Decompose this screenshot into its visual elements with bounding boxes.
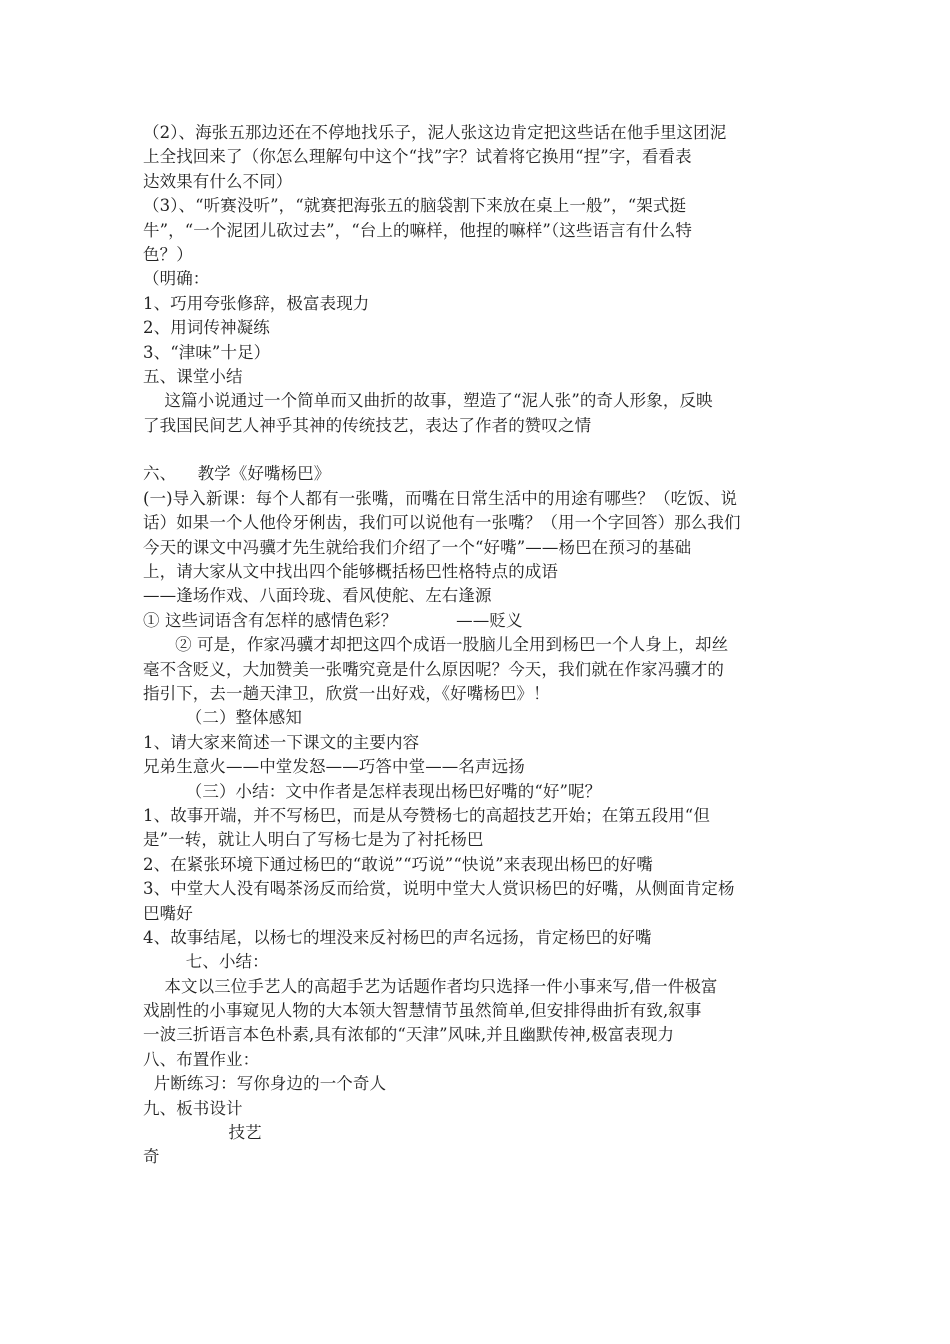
text-line: （三）小结：文中作者是怎样表现出杨巴好嘴的“好”呢？ (143, 781, 602, 801)
text-line: 2、用词传神凝练 (143, 318, 270, 338)
text-line: 指引下，去一趟天津卫，欣赏一出好戏，《好嘴杨巴》！ (143, 683, 550, 703)
text-line: 本文以三位手艺人的高超手艺为话题作者均只选择一件小事来写,借一件极富 (143, 976, 718, 996)
text-line: 技艺 (143, 1123, 262, 1143)
text-line: 今天的课文中冯骥才先生就给我们介绍了一个“好嘴”——杨巴在预习的基础 (143, 537, 692, 557)
text-line: 是”一转，就让人明白了写杨七是为了衬托杨巴 (143, 830, 484, 850)
text-line: 奇 (143, 1147, 160, 1167)
text-line: 3、“津味”十足） (143, 342, 271, 362)
text-line: 4、故事结尾，以杨七的埋没来反衬杨巴的声名远扬，肯定杨巴的好嘴 (143, 927, 652, 947)
text-line: 上全找回来了（你怎么理解句中这个“找”字？试着将它换用“捏”字，看看表 (143, 147, 692, 167)
text-line: 这篇小说通过一个简单而又曲折的故事，塑造了“泥人张”的奇人形象，反映 (143, 391, 713, 411)
text-line: 上，请大家从文中找出四个能够概括杨巴性格特点的成语 (143, 562, 558, 582)
text-line: 九、板书设计 (143, 1098, 243, 1118)
text-line: 五、课堂小结 (143, 366, 243, 386)
text-line: ② 可是，作家冯骥才却把这四个成语一股脑儿全用到杨巴一个人身上，却丝 (143, 635, 729, 655)
text-line: （二）整体感知 (143, 708, 302, 728)
document-body (143, 121, 813, 1170)
text-line: （3）、“听赛没听”，“就赛把海张五的脑袋割下来放在桌上一般”，“架式挺 (143, 196, 687, 216)
text-line: 2、在紧张环境下通过杨巴的“敢说”“巧说”“快说”来表现出杨巴的好嘴 (143, 854, 654, 874)
text-line: （2）、海张五那边还在不停地找乐子，泥人张这边肯定把这些话在他手里这团泥 (143, 123, 727, 142)
text-line: (一)导入新课：每个人都有一张嘴，而嘴在日常生活中的用途有哪些？（吃饭、说 (143, 488, 738, 508)
text-line: 话）如果一个人他伶牙俐齿，我们可以说他有一张嘴？（用一个字回答）那么我们 (143, 513, 741, 533)
text-line: 1、巧用夸张修辞，极富表现力 (143, 293, 370, 313)
text-line: ——逢场作戏、八面玲珑、看风使舵、左右逢源 (143, 586, 492, 606)
text-line: 牛”，“一个泥团儿砍过去”，“台上的嘛样，他捏的嘛样”（这些语言有什么特 (143, 220, 693, 240)
text-line: 毫不含贬义，大加赞美一张嘴究竟是什么原因呢？今天，我们就在作家冯骥才的 (143, 659, 724, 679)
text-line: 六、 教学《好嘴杨巴》 (143, 464, 331, 484)
text-line: 戏剧性的小事窥见人物的大本领大智慧情节虽然简单,但安排得曲折有致,叙事 (143, 1001, 702, 1021)
text-line: 达效果有什么不同） (143, 171, 293, 191)
text-line: 片断练习：写你身边的一个奇人 (143, 1074, 387, 1094)
blank-line (143, 438, 813, 462)
text-line: 色？） (143, 244, 193, 264)
text-line: 巴嘴好 (143, 903, 193, 923)
text-line: 兄弟生意火——中堂发怒——巧答中堂——名声远扬 (143, 757, 525, 777)
text-line: ① 这些词语含有怎样的感情色彩？ ——贬义 (143, 610, 523, 630)
text-line: 3、中堂大人没有喝茶汤反而给赏，说明中堂大人赏识杨巴的好嘴，从侧面肯定杨 (143, 879, 735, 899)
text-line: 1、故事开端，并不写杨巴，而是从夸赞杨七的高超技艺开始；在第五段用“但 (143, 805, 710, 825)
text-line: 七、小结： (143, 952, 269, 972)
text-line: 1、请大家来简述一下课文的主要内容 (143, 732, 420, 752)
text-line: 八、布置作业： (143, 1049, 260, 1069)
text-line: 了我国民间艺人神乎其神的传统技艺，表达了作者的赞叹之情 (143, 415, 592, 435)
text-line: 一波三折语言本色朴素,具有浓郁的“天津”风味,并且幽默传神,极富表现力 (143, 1025, 675, 1045)
text-line: （明确： (143, 269, 210, 289)
